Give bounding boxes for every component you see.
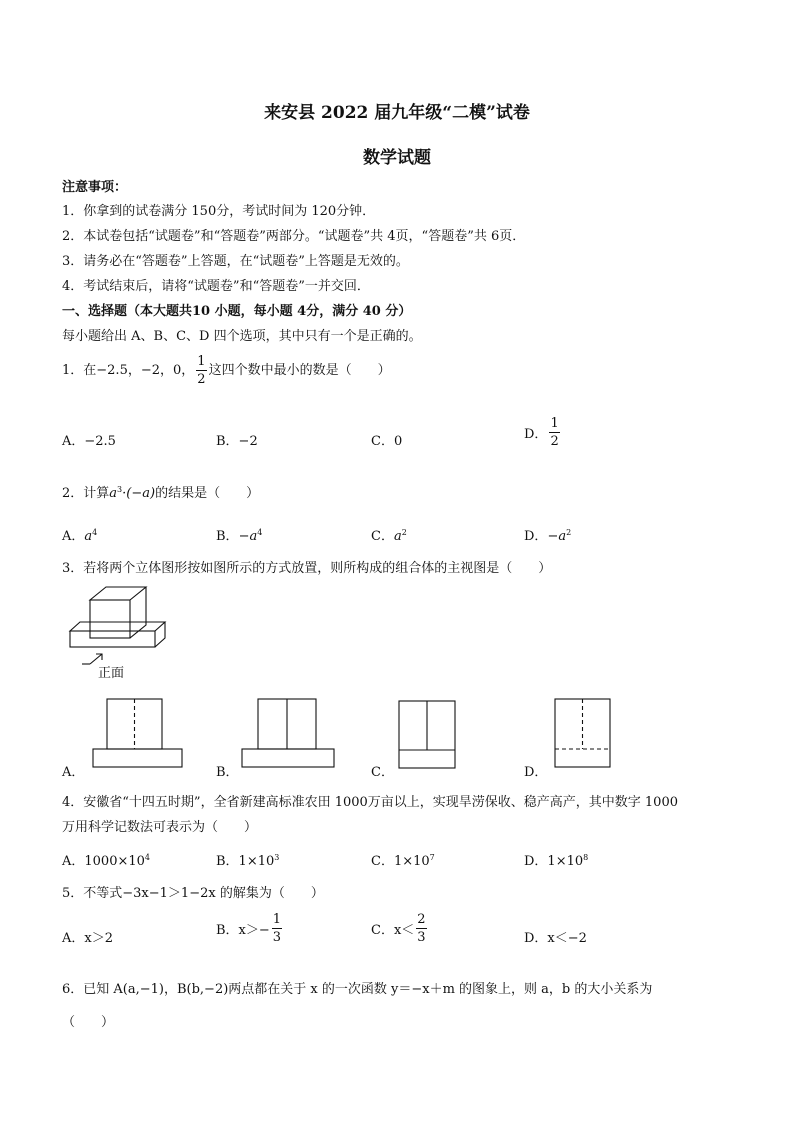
q3-option-b: B． xyxy=(216,765,239,780)
q3-option-d: D． xyxy=(524,765,548,780)
front-view-label: 正面 xyxy=(98,666,125,681)
question-6: 6．已知 A(a,−1)，B(b,−2)两点都在关于 x 的一次函数 y＝−x＋m 的图象上，则 a，b 的大小关系为 xyxy=(62,982,653,997)
paper-title: 来安县 2022 届九年级“二模”试卷 xyxy=(264,103,530,123)
q2-option-a: A．$a^4$ xyxy=(62,528,98,544)
question-4-line-2: 万用科学记数法可表示为（ ） xyxy=(62,820,258,835)
question-4-line-1: 4．安徽省“十四五时期”，全省新建高标准农田 1000万亩以上，实现旱涝保收、稳产高产，其中数字 1000 xyxy=(62,795,678,810)
note-item: 4．考试结束后，请将“试题卷”和“答题卷”一并交回． xyxy=(62,279,370,294)
q1-option-b: B．−2 xyxy=(216,434,258,449)
q3-option-c-figure xyxy=(398,700,458,770)
question-1 xyxy=(62,355,391,386)
q3-option-a: A． xyxy=(62,765,85,780)
q3-option-a-figure xyxy=(92,698,184,770)
section-instruction: 每小题给出 A、B、C、D 四个选项，其中只有一个是正确的。 xyxy=(62,329,422,344)
q4-option-d: D．$1\times 10^8$ xyxy=(524,853,589,869)
q1-option-d: D． $\frac{1}{2}$ xyxy=(524,416,559,449)
section-heading: 一、选择题（本大题共10 小题，每小题 4分，满分 40 分） xyxy=(62,304,412,319)
question-2: 2．计算$a^3\cdot(-a)$的结果是（ ） xyxy=(62,485,260,501)
q5-option-c: C．x＜ $\frac{2}{3}$ xyxy=(371,912,426,945)
q1-stem-after: 这四个数中最小的数是（ ） xyxy=(208,363,391,378)
note-item: 1．你拿到的试卷满分 150分，考试时间为 120分钟． xyxy=(62,204,376,219)
q3-option-d-figure xyxy=(554,698,612,770)
question-3: 3．若将两个立体图形按如图所示的方式放置，则所构成的组合体的主视图是（ ） xyxy=(62,561,552,576)
q1-option-c: C．0 xyxy=(371,434,403,449)
q3-option-b-figure xyxy=(241,698,336,770)
q5-option-b: B．x＞− $\frac{1}{3}$ xyxy=(216,912,282,945)
q4-option-b: B．$1\times 10^3$ xyxy=(216,853,280,869)
q3-option-c: C． xyxy=(371,765,394,780)
question-5: 5．不等式−3x−1＞1−2x 的解集为（ ） xyxy=(62,886,324,901)
q5-option-d: D．x＜−2 xyxy=(524,931,587,946)
paper-subtitle: 数学试题 xyxy=(363,148,431,168)
note-item: 2．本试卷包括“试题卷”和“答题卷”两部分。“试题卷”共 4页，“答题卷”共 6页． xyxy=(62,229,526,244)
q4-option-c: C．$1\times 10^7$ xyxy=(371,853,435,869)
note-item: 3．请务必在“答题卷”上答题，在“试题卷”上答题是无效的。 xyxy=(62,254,409,269)
q1-option-a: A．−2.5 xyxy=(62,434,116,449)
q2-option-d: D．$-a^2$ xyxy=(524,528,572,544)
q2-option-b: B．$-a^4$ xyxy=(216,528,263,544)
q1-stem-before: 1．在−2.5，−2，0， xyxy=(62,363,195,378)
q1-fraction: $\frac{1}{2}$ xyxy=(197,354,206,387)
q5-option-a: A．x＞2 xyxy=(62,931,113,946)
notes-heading: 注意事项： xyxy=(62,180,128,195)
q2-option-c: C．$a^2$ xyxy=(371,528,407,544)
question-6-paren: （ ） xyxy=(62,1015,115,1030)
q4-option-a: A．$1000\times 10^4$ xyxy=(62,853,151,869)
